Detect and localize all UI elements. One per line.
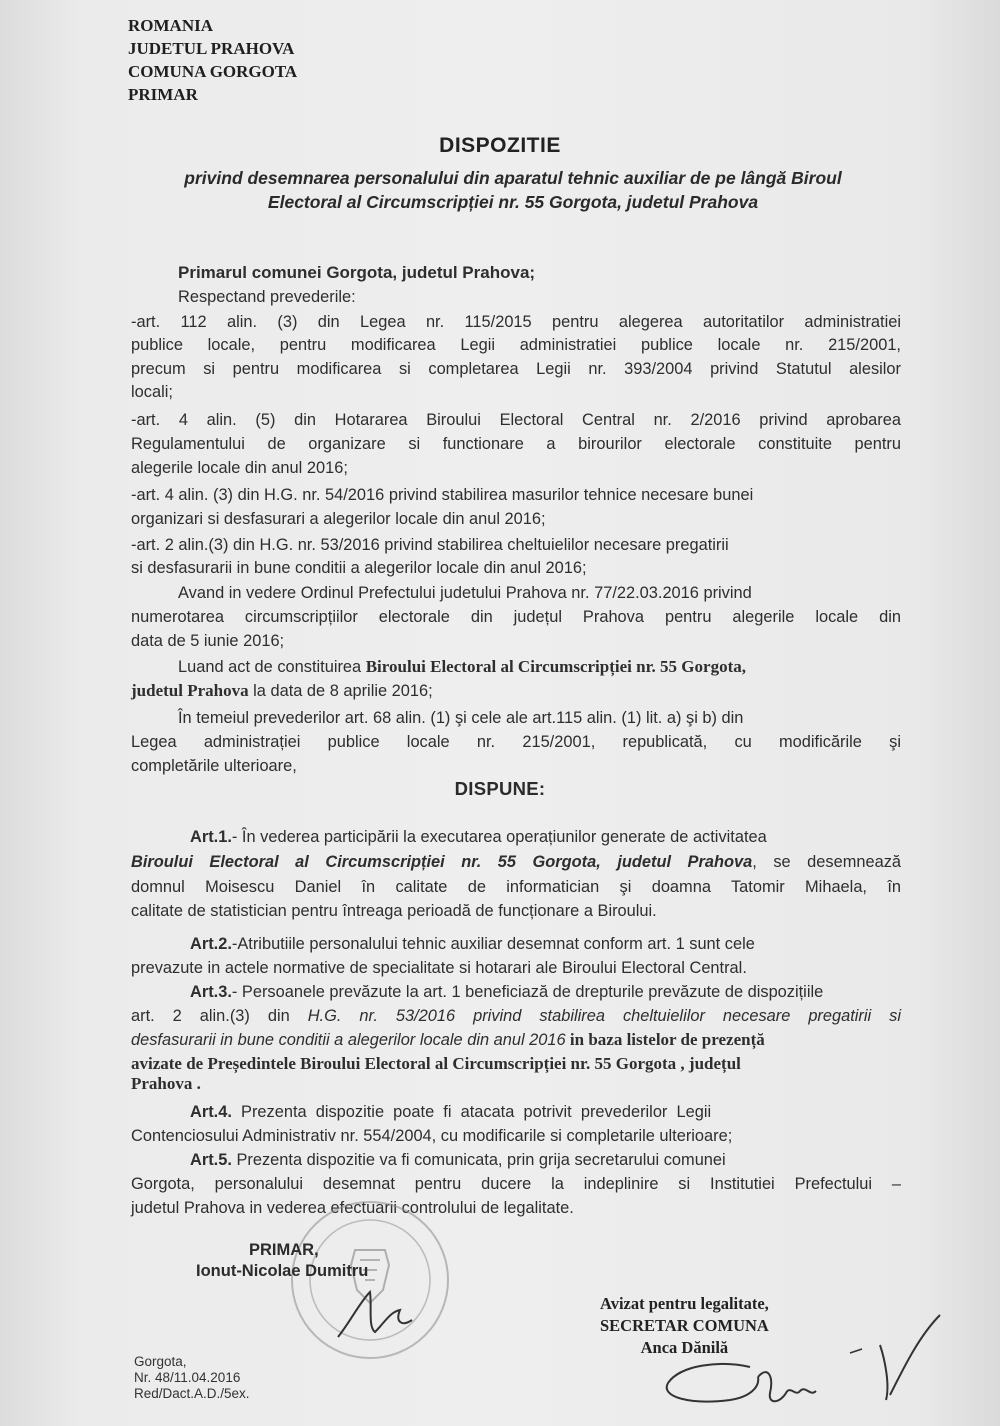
document-title: DISPOZITIE xyxy=(439,134,561,157)
article-text-italic: desfasurarii in bune conditii a alegerilor locale din anul 2016 xyxy=(131,1031,566,1049)
article-text: , se desemnează xyxy=(752,853,902,871)
approval-line: Avizat pentru legalitate, xyxy=(600,1294,769,1313)
secretary-title: SECRETAR COMUNA xyxy=(600,1316,769,1335)
preamble-line: Legea administrației publice locale nr. 215/2001, republicată, cu modificările şi xyxy=(131,733,901,751)
luand-prefix: Luand act de constituirea xyxy=(178,658,366,676)
document-subtitle xyxy=(118,166,908,214)
preamble-line: -art. 4 alin. (3) din H.G. nr. 54/2016 privind stabilirea masurilor tehnice necesare bunei xyxy=(131,486,754,504)
article-5-line: judetul Prahova in vederea efectuarii controlului de legalitate. xyxy=(131,1199,574,1217)
article-1-line: domnul Moisescu Daniel în calitate de informatician şi doamna Tatomir Mihaela, în xyxy=(131,878,901,896)
article-1-line xyxy=(190,826,767,848)
header-country: ROMANIA xyxy=(128,16,213,35)
article-text: art. 2 alin.(3) din xyxy=(131,1007,308,1025)
article-3-line xyxy=(131,1029,765,1051)
article-label: Art.4. xyxy=(190,1103,232,1121)
article-text: - În vederea participării la executarea operațiunilor generate de activitatea xyxy=(231,828,767,846)
preamble-line: -art. 2 alin.(3) din H.G. nr. 53/2016 privind stabilirea cheltuielilor necesare pregatirii xyxy=(131,536,729,554)
article-text: -Atributiile personalului tehnic auxiliar desemnat conform art. 1 sunt cele xyxy=(231,935,755,953)
preamble-luand-line xyxy=(131,680,433,702)
article-label: Art.2. xyxy=(190,935,232,953)
document-footer xyxy=(134,1354,250,1402)
article-3-line xyxy=(131,1005,901,1027)
preamble-line: Regulamentului de organizare si functionare a birourilor electorale constituite pentru xyxy=(131,435,901,453)
preamble-line: alegerile locale din anul 2016; xyxy=(131,459,348,477)
article-1-line: calitate de statistician pentru întreaga perioadă de funcționare a Biroului. xyxy=(131,902,657,920)
preamble-line: si desfasurarii in bune conditii a alegerilor locale din anul 2016; xyxy=(131,559,587,577)
article-4-line: Contenciosului Administrativ nr. 554/2004, cu modificarile si completarile ulterioare; xyxy=(131,1127,733,1145)
article-5-line: Gorgota, personalului desemnat pentru ducere la indeplinire si Institutiei Prefectului – xyxy=(131,1175,901,1193)
header-office: PRIMAR xyxy=(128,85,198,104)
article-text-bold: in baza listelor de prezență xyxy=(565,1030,765,1049)
subtitle-line: Electoral al Circumscripției nr. 55 Gorgota, judetul Prahova xyxy=(267,192,759,212)
article-4-line xyxy=(190,1101,711,1123)
footer-number: Nr. 48/11.04.2016 xyxy=(134,1370,241,1385)
preamble-line: În temeiul prevederilor art. 68 alin. (1) şi cele ale art.115 alin. (1) lit. a) şi b) din xyxy=(178,709,744,727)
preamble-line: numerotarea circumscripțiilor electorale din județul Prahova pentru alegerile locale din xyxy=(131,608,901,626)
preamble-author: Primarul comunei Gorgota, judetul Prahova; xyxy=(178,263,536,282)
article-text: - Persoanele prevăzute la art. 1 beneficiază de drepturile prevăzute de dispozițiile xyxy=(231,983,824,1001)
dispune-heading: DISPUNE: xyxy=(454,778,546,799)
secretary-handwritten-signature xyxy=(650,1305,950,1420)
article-2-line: prevazute in actele normative de specialitate si hotarari ale Biroului Electoral Central. xyxy=(131,959,747,977)
mayor-title: PRIMAR, xyxy=(249,1241,319,1259)
footer-redactor: Red/Dact.A.D./5ex. xyxy=(134,1386,250,1401)
mayor-handwritten-signature xyxy=(330,1282,420,1352)
article-text: Prezenta dispozitie va fi comunicata, prin grija secretarului comunei xyxy=(231,1151,726,1169)
article-2-line xyxy=(190,933,755,955)
preamble-respectand: Respectand prevederile: xyxy=(178,288,356,306)
preamble-line: Avand in vedere Ordinul Prefectului judetului Prahova nr. 77/22.03.2016 privind xyxy=(178,584,752,602)
article-label: Art.5. xyxy=(190,1151,232,1169)
luand-date: la data de 8 aprilie 2016; xyxy=(248,682,433,700)
article-text-italic: H.G. nr. 53/2016 privind stabilirea cheltuielilor necesare pregatirii si xyxy=(307,1007,901,1025)
article-5-line xyxy=(190,1149,726,1171)
preamble-line: data de 5 iunie 2016; xyxy=(131,632,285,650)
article-text: Prezenta dispozitie poate fi atacata potrivit prevederilor Legii xyxy=(231,1103,712,1121)
luand-bureau: Biroului Electoral al Circumscripției nr. 55 Gorgota, xyxy=(365,657,746,676)
footer-place: Gorgota, xyxy=(134,1354,187,1369)
preamble-line: publice locale, pentru modificarea Legii administratiei publice locale nr. 215/2001, xyxy=(131,336,901,354)
header-commune: COMUNA GORGOTA xyxy=(128,62,298,81)
article-3-line: avizate de Președintele Biroului Electoral al Circumscripției nr. 55 Gorgota , județul xyxy=(131,1054,741,1073)
preamble-line: completările ulterioare, xyxy=(131,757,297,775)
bureau-name: Biroului Electoral al Circumscripției nr. 55 Gorgota, judetul Prahova xyxy=(131,853,753,871)
article-3-line xyxy=(190,981,823,1003)
luand-county: judetul Prahova xyxy=(131,681,249,700)
preamble-line: precum si pentru modificarea si completarea Legii nr. 393/2004 privind Statutul alesilor xyxy=(131,360,901,378)
preamble-line: -art. 112 alin. (3) din Legea nr. 115/2015 pentru alegerea autoritatilor administratiei xyxy=(131,313,901,331)
mayor-name: Ionut-Nicolae Dumitru xyxy=(196,1262,369,1280)
preamble-line: locali; xyxy=(131,383,173,401)
preamble-luand-line xyxy=(178,656,746,678)
preamble-line: -art. 4 alin. (5) din Hotararea Biroului Electoral Central nr. 2/2016 privind aprobarea xyxy=(131,411,901,429)
secretary-name: Anca Dănilă xyxy=(640,1338,729,1357)
preamble-line: organizari si desfasurari a alegerilor locale din anul 2016; xyxy=(131,510,546,528)
article-label: Art.3. xyxy=(190,983,232,1001)
article-label: Art.1. xyxy=(190,828,232,846)
article-3-line: Prahova . xyxy=(131,1074,201,1093)
institution-header xyxy=(128,14,297,106)
header-county: JUDETUL PRAHOVA xyxy=(128,39,295,58)
article-1-line xyxy=(131,851,901,873)
subtitle-line: privind desemnarea personalului din aparatul tehnic auxiliar de pe lângă Biroul xyxy=(184,168,842,188)
